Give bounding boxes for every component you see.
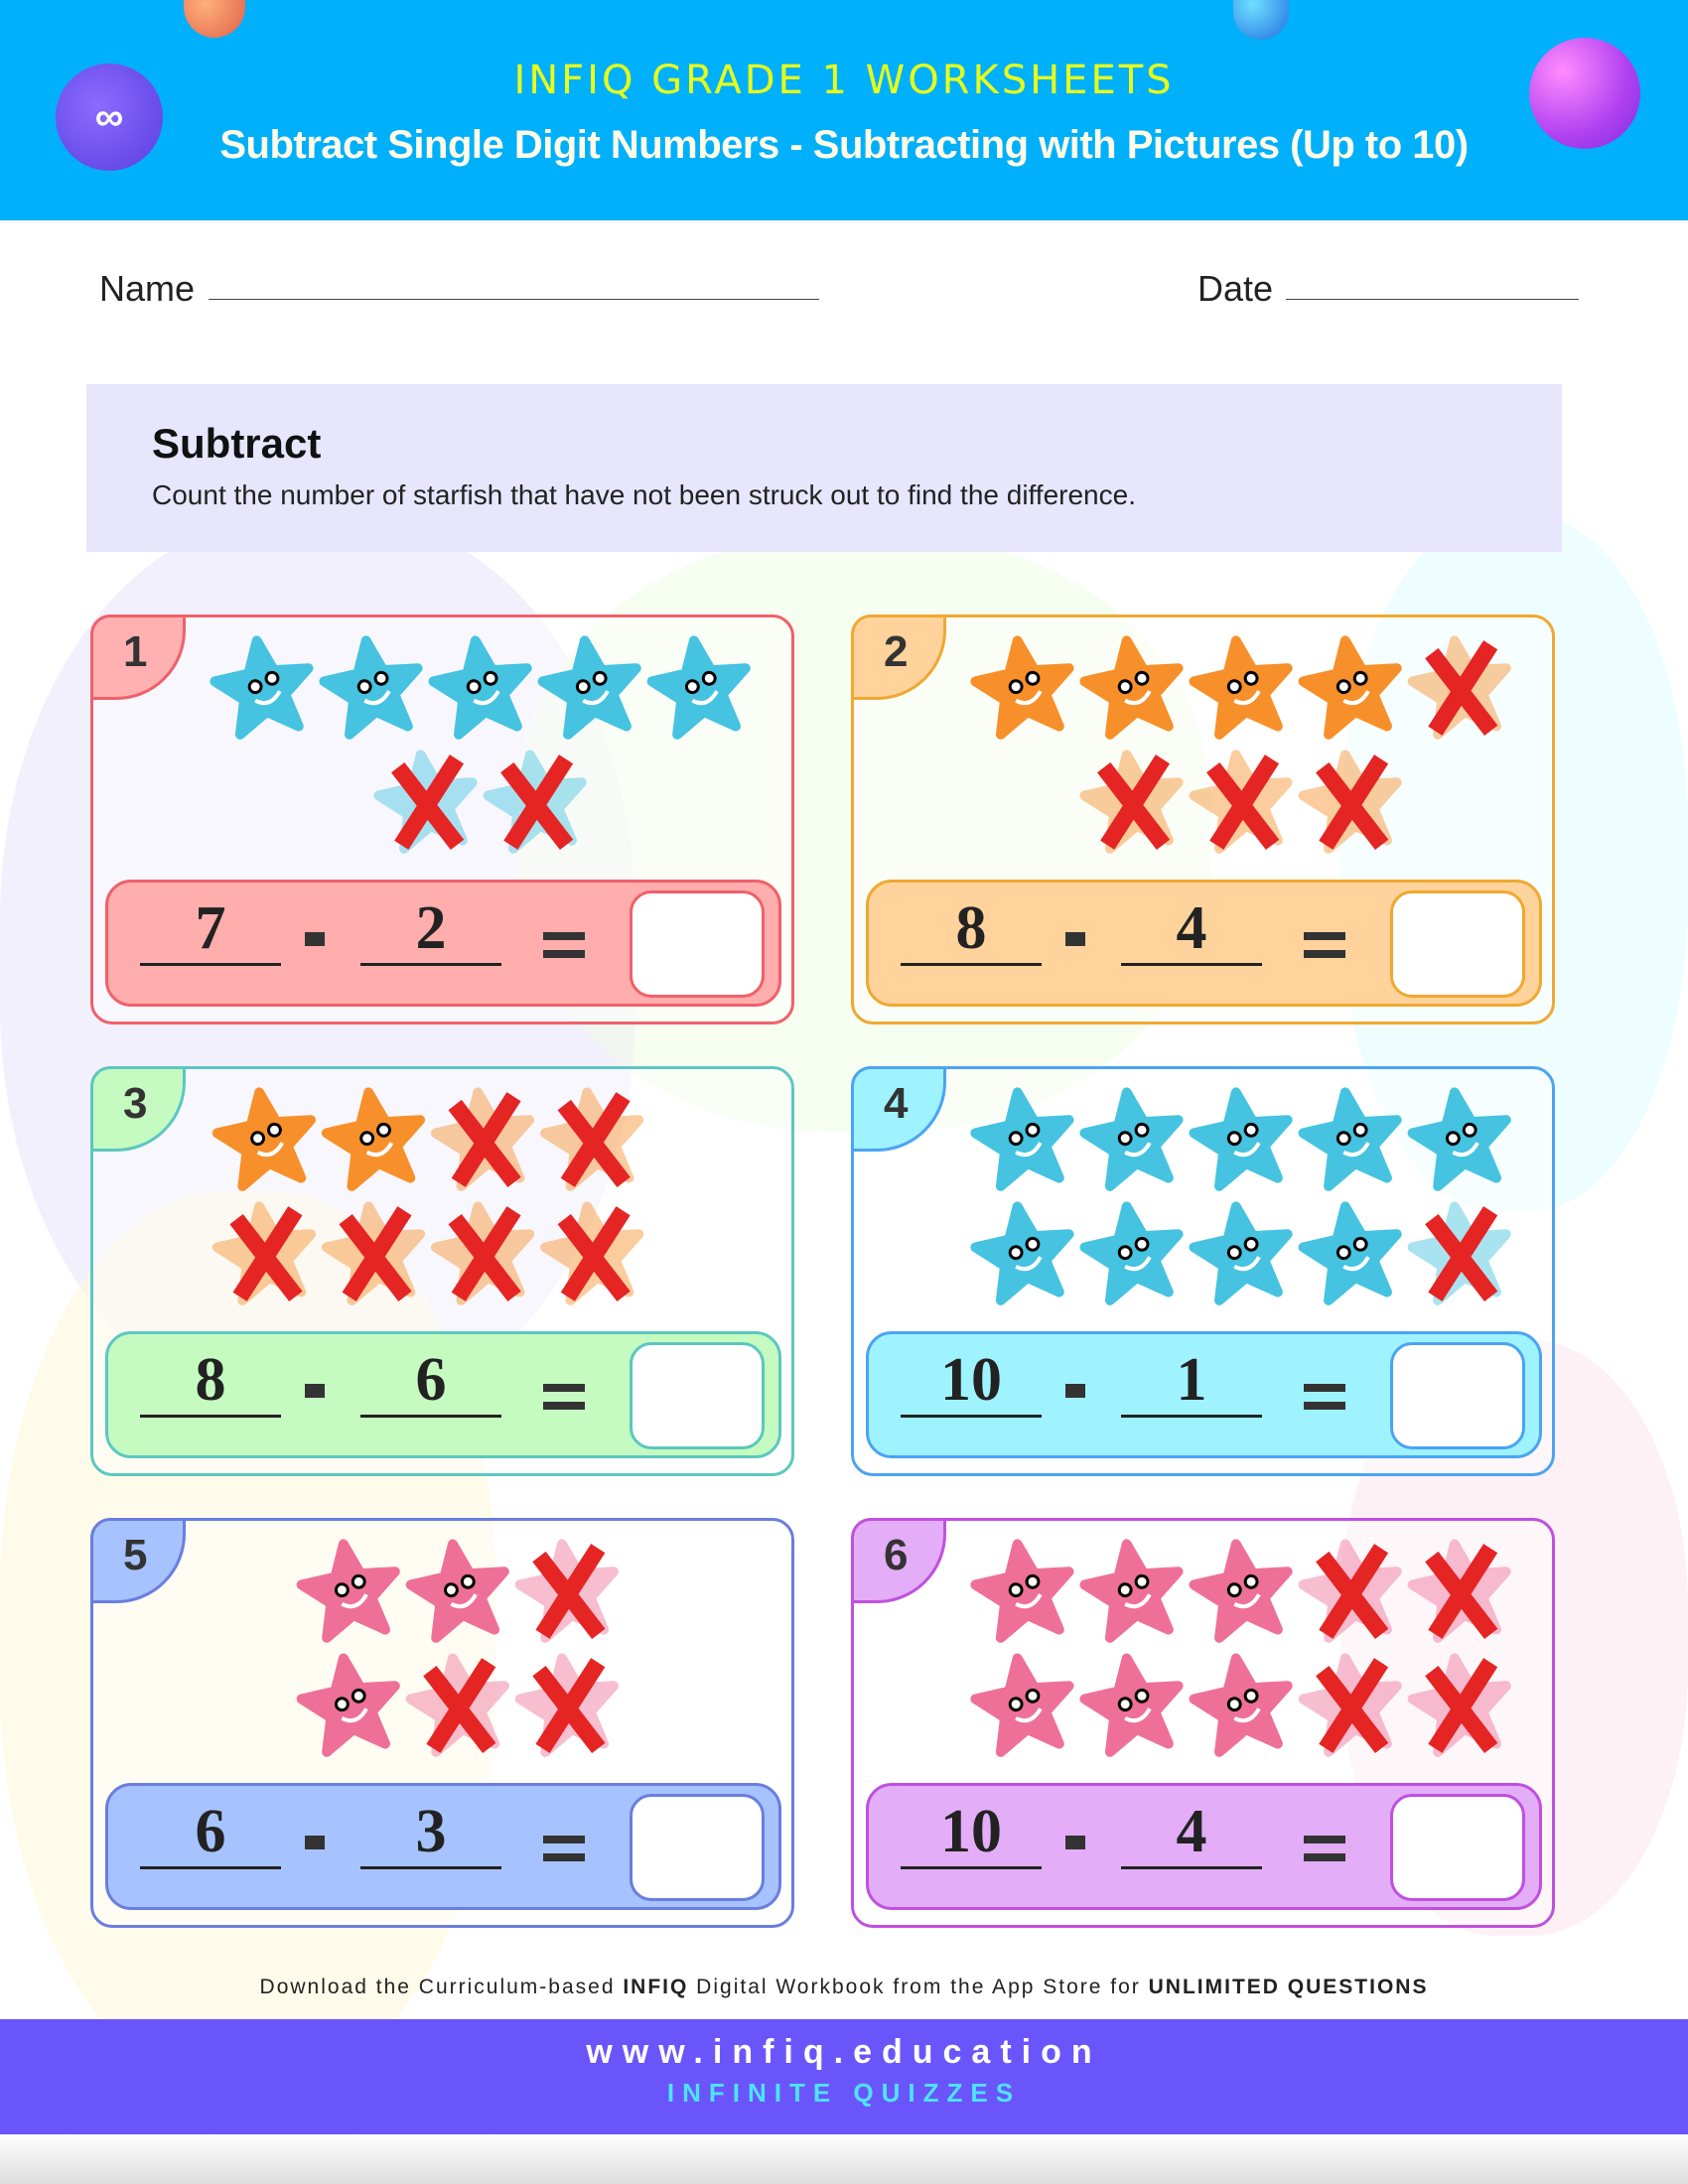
date-input-line[interactable]: [1286, 299, 1579, 300]
equals-sign: [1304, 1836, 1345, 1871]
brand-title: INFIQ GRADE 1 WORKSHEETS: [513, 58, 1175, 103]
starfish-group: [854, 1069, 1552, 1327]
starfish-group: [93, 617, 791, 876]
starfish-group: [93, 1069, 791, 1327]
minus-sign: [305, 1384, 325, 1398]
name-input-line[interactable]: [209, 299, 819, 300]
problem-card-1: [90, 614, 794, 1024]
minuend: 10: [901, 1345, 1042, 1418]
minus-sign: [1065, 1384, 1085, 1398]
starfish: [1190, 1538, 1296, 1641]
starfish: [1299, 1200, 1405, 1303]
starfish: [1080, 1200, 1187, 1303]
name-label: Name: [99, 268, 196, 309]
answer-box[interactable]: [630, 1342, 765, 1449]
minuend: 10: [901, 1797, 1042, 1869]
starfish: [971, 1200, 1077, 1303]
answer-box[interactable]: [630, 1794, 765, 1901]
promo-prefix: Download the Curriculum-based: [259, 1976, 624, 1998]
problem-number: 6: [851, 1518, 946, 1603]
footer-tagline: INFINITE QUIZZES: [666, 2078, 1022, 2108]
problem-card-6: [851, 1518, 1555, 1928]
starfish: [1190, 634, 1296, 738]
equals-sign: [543, 1836, 585, 1871]
equals-sign: [1304, 1384, 1345, 1420]
minus-sign: [305, 932, 325, 946]
website-link[interactable]: www.infiq.education: [586, 2033, 1102, 2071]
starfish: [971, 1652, 1077, 1755]
instructions-heading: Subtract: [152, 420, 322, 467]
minus-sign: [1065, 1836, 1085, 1849]
infiq-logo: ∞: [56, 64, 163, 171]
starfish: [538, 634, 644, 738]
starfish: [212, 1086, 319, 1189]
decorative-ball: [1233, 0, 1289, 40]
starfish-group: [93, 1521, 791, 1779]
problem-card-2: [851, 614, 1555, 1024]
starfish: [971, 1086, 1077, 1189]
equals-sign: [543, 932, 585, 968]
subtrahend: 2: [360, 893, 501, 966]
starfish: [971, 634, 1077, 738]
starfish: [647, 634, 754, 738]
instructions-text: Count the number of starfish that have not been struck out to find the difference.: [152, 479, 1136, 510]
problem-number: 2: [851, 614, 946, 700]
starfish: [1080, 634, 1187, 738]
equals-sign: [1304, 932, 1345, 968]
starfish: [322, 1086, 428, 1189]
decorative-ball: [184, 0, 245, 38]
equation-bar: [866, 1331, 1542, 1458]
promo-text: [40, 1976, 1648, 1999]
problem-card-3: [90, 1066, 794, 1476]
equation-bar: [866, 880, 1542, 1007]
starfish: [320, 634, 426, 738]
starfish: [1190, 1652, 1296, 1755]
minuend: 7: [140, 893, 281, 966]
subtrahend: 3: [360, 1797, 501, 1869]
answer-box[interactable]: [1390, 890, 1525, 998]
promo-emphasis: UNLIMITED QUESTIONS: [1148, 1976, 1429, 1998]
equals-sign: [543, 1384, 585, 1420]
equation-bar: [105, 1783, 781, 1910]
starfish: [429, 634, 535, 738]
page-shadow: [0, 2134, 1688, 2184]
starfish: [1080, 1086, 1187, 1189]
subtrahend: 6: [360, 1345, 501, 1418]
minus-sign: [1065, 932, 1085, 946]
starfish: [1080, 1652, 1187, 1755]
starfish: [406, 1538, 512, 1641]
starfish-group: [854, 617, 1552, 876]
starfish: [1190, 1086, 1296, 1189]
starfish-group: [854, 1521, 1552, 1779]
problem-number: 4: [851, 1066, 946, 1152]
starfish: [297, 1652, 403, 1755]
starfish: [1080, 1538, 1187, 1641]
starfish: [1190, 1200, 1296, 1303]
equation-bar: [866, 1783, 1542, 1910]
date-label: Date: [1197, 268, 1274, 309]
starfish: [1299, 1086, 1405, 1189]
answer-box[interactable]: [1390, 1794, 1525, 1901]
problem-number: 5: [90, 1518, 186, 1603]
subtrahend: 4: [1121, 1797, 1262, 1869]
equation-bar: [105, 1331, 781, 1458]
footer-bar: [0, 2019, 1688, 2134]
starfish: [1408, 1086, 1514, 1189]
minuend: 6: [140, 1797, 281, 1869]
starfish: [297, 1538, 403, 1641]
problem-number: 3: [90, 1066, 186, 1152]
starfish: [1299, 634, 1405, 738]
answer-box[interactable]: [630, 890, 765, 998]
promo-brand: INFIQ: [623, 1976, 689, 1998]
starfish: [211, 634, 317, 738]
worksheet-title: Subtract Single Digit Numbers - Subtracting with Pictures (Up to 10): [219, 123, 1469, 167]
promo-middle: Digital Workbook from the App Store for: [688, 1976, 1149, 1998]
instructions-box: [86, 384, 1562, 552]
problem-card-5: [90, 1518, 794, 1928]
problem-card-4: [851, 1066, 1555, 1476]
minus-sign: [305, 1836, 325, 1849]
starfish: [971, 1538, 1077, 1641]
subtrahend: 4: [1121, 893, 1262, 966]
minuend: 8: [901, 893, 1042, 966]
problem-number: 1: [90, 614, 186, 700]
header-banner: [0, 0, 1688, 220]
subtrahend: 1: [1121, 1345, 1262, 1418]
minuend: 8: [140, 1345, 281, 1418]
answer-box[interactable]: [1390, 1342, 1525, 1449]
equation-bar: [105, 880, 781, 1007]
